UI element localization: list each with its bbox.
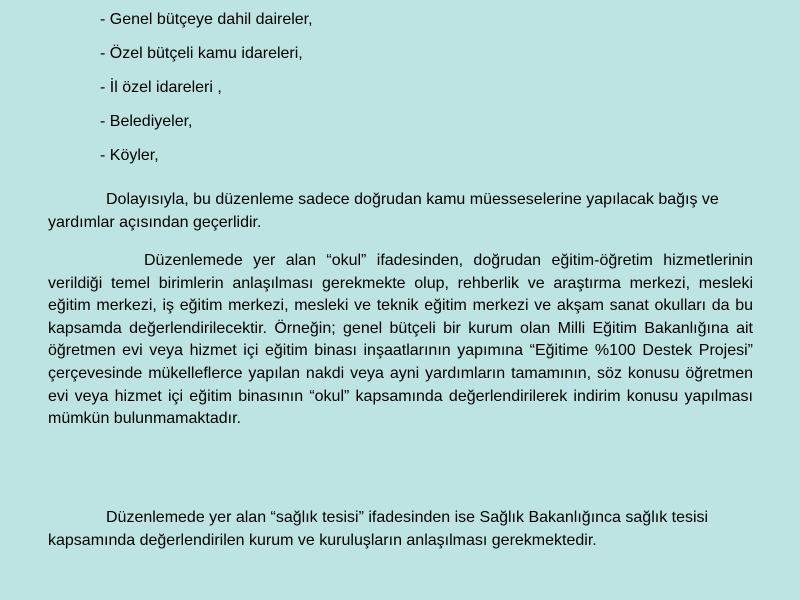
paragraph-okul — [48, 250, 753, 431]
list-item: - Genel bütçeye dahil daireler, — [100, 11, 313, 28]
institution-list — [100, 10, 313, 180]
paragraph-text: Düzenlemede yer alan “okul” ifadesinden, doğrudan eğitim-öğretim hizmetlerinin verildiği temel birimlerin anlaşılması gerekmekte olup, rehberlik ve araştırma merkezi, mesleki eğitim merkezi, iş eğitim merkezi, mesleki ve teknik eğitim merkezi ve akşam sanat okulları da bu kapsamda değerlendirilecektir. Örneğin; genel bütçeli bir kurum olan Milli Eğitim Bakanlığına ait öğretmen evi veya hizmet içi eğitim binası inşaatlarının yapımına “Eğitime %100 Destek Projesi” çerçevesinde mükelleflerce yapılan nakdi veya ayni yardımların tamamının, söz konusu öğretmen evi veya hizmet içi eğitim binasının “okul” kapsamında değerlendirilerek indirim konusu yapılması mümkün bulunmamaktadır. — [48, 252, 753, 428]
list-item: - İl özel idareleri , — [100, 79, 222, 96]
paragraph-text: Dolayısıyla, bu düzenleme sadece doğrudan kamu müesseselerine yapılacak bağış ve yardımlar açısından geçerlidir. — [48, 191, 719, 231]
list-item: - Belediyeler, — [100, 113, 193, 130]
paragraph-text: Düzenlemede yer alan “sağlık tesisi” ifadesinden ise Sağlık Bakanlığınca sağlık tesisi kapsamında değerlendirilen kurum ve kuruluşların anlaşılması gerekmektedir. — [48, 509, 709, 549]
list-item: - Özel bütçeli kamu idareleri, — [100, 45, 303, 62]
list-item: - Köyler, — [100, 147, 159, 164]
paragraph-scope — [48, 189, 753, 234]
paragraph-saglik-tesisi — [48, 507, 753, 552]
